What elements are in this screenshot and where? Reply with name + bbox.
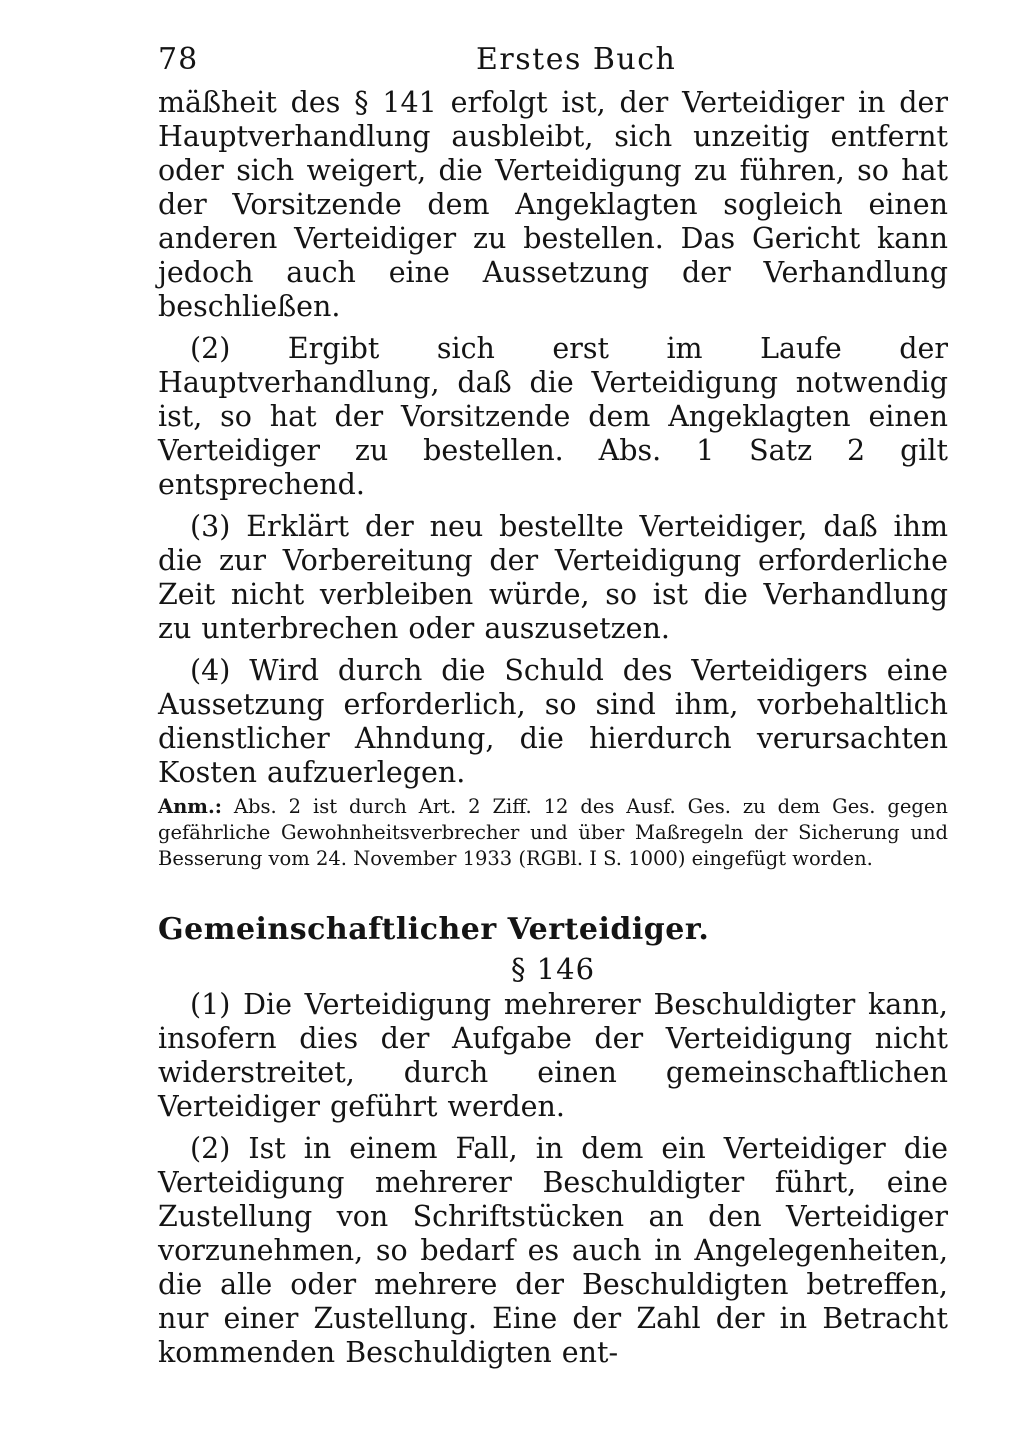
- running-title: Erstes Buch: [476, 42, 677, 77]
- annotation-note: [158, 794, 948, 872]
- section-heading: Gemeinschaftlicher Verteidiger.: [158, 912, 710, 947]
- book-page: [158, 0, 948, 1370]
- annotation-label: Anm.:: [158, 795, 222, 818]
- section-146-paragraph-2: (2) Ist in einem Fall, in dem ein Verteidiger die Verteidigung mehrerer Beschuldigter führt, eine Zustellung von Schriftstücken an den Verteidiger vorzunehmen, so bedarf es auch in Angelegenheiten, die alle oder mehrere der Beschuldigten betreffen, nur einer Zustellung. Eine der Zahl der in Betracht kommenden Beschuldigten ent-: [158, 1132, 948, 1369]
- page-number: 78: [158, 42, 199, 77]
- section-146-paragraph-1: (1) Die Verteidigung mehrerer Beschuldigter kann, insofern dies der Aufgabe der Verteidigung nicht widerstreitet, durch einen gemeinschaftlichen Verteidiger geführt werden.: [158, 988, 948, 1123]
- paragraph-4: (4) Wird durch die Schuld des Verteidigers eine Aussetzung erforderlich, so sind ihm, vorbehaltlich dienstlicher Ahndung, die hierdurch verursachten Kosten aufzuerlegen.: [158, 654, 948, 789]
- paragraph-1-continued: mäßheit des § 141 erfolgt ist, der Verteidiger in der Hauptverhandlung ausbleibt, sich unzeitig entfernt oder sich weigert, die Verteidigung zu führen, so hat der Vorsitzende dem Angeklagten sogleich einen anderen Verteidiger zu bestellen. Das Gericht kann jedoch auch eine Aussetzung der Verhandlung beschließen.: [158, 86, 948, 323]
- paragraph-2: (2) Ergibt sich erst im Laufe der Hauptverhandlung, daß die Verteidigung notwendig ist, so hat der Vorsitzende dem Angeklagten einen Verteidiger zu bestellen. Abs. 1 Satz 2 gilt entsprechend.: [158, 332, 948, 501]
- page-header: [158, 0, 948, 86]
- section-number: § 146: [510, 952, 596, 986]
- paragraph-3: (3) Erklärt der neu bestellte Verteidiger, daß ihm die zur Vorbereitung der Verteidigung erforderliche Zeit nicht verbleiben würde, so ist die Verhandlung zu unterbrechen oder auszusetzen.: [158, 510, 948, 645]
- annotation-text: Abs. 2 ist durch Art. 2 Ziff. 12 des Ausf. Ges. zu dem Ges. gegen gefährliche Gewohnheitsverbrecher und über Maßregeln der Sicherung und Besserung vom 24. November 1933 (RGBl. I S. 1000) eingefügt worden.: [158, 795, 948, 870]
